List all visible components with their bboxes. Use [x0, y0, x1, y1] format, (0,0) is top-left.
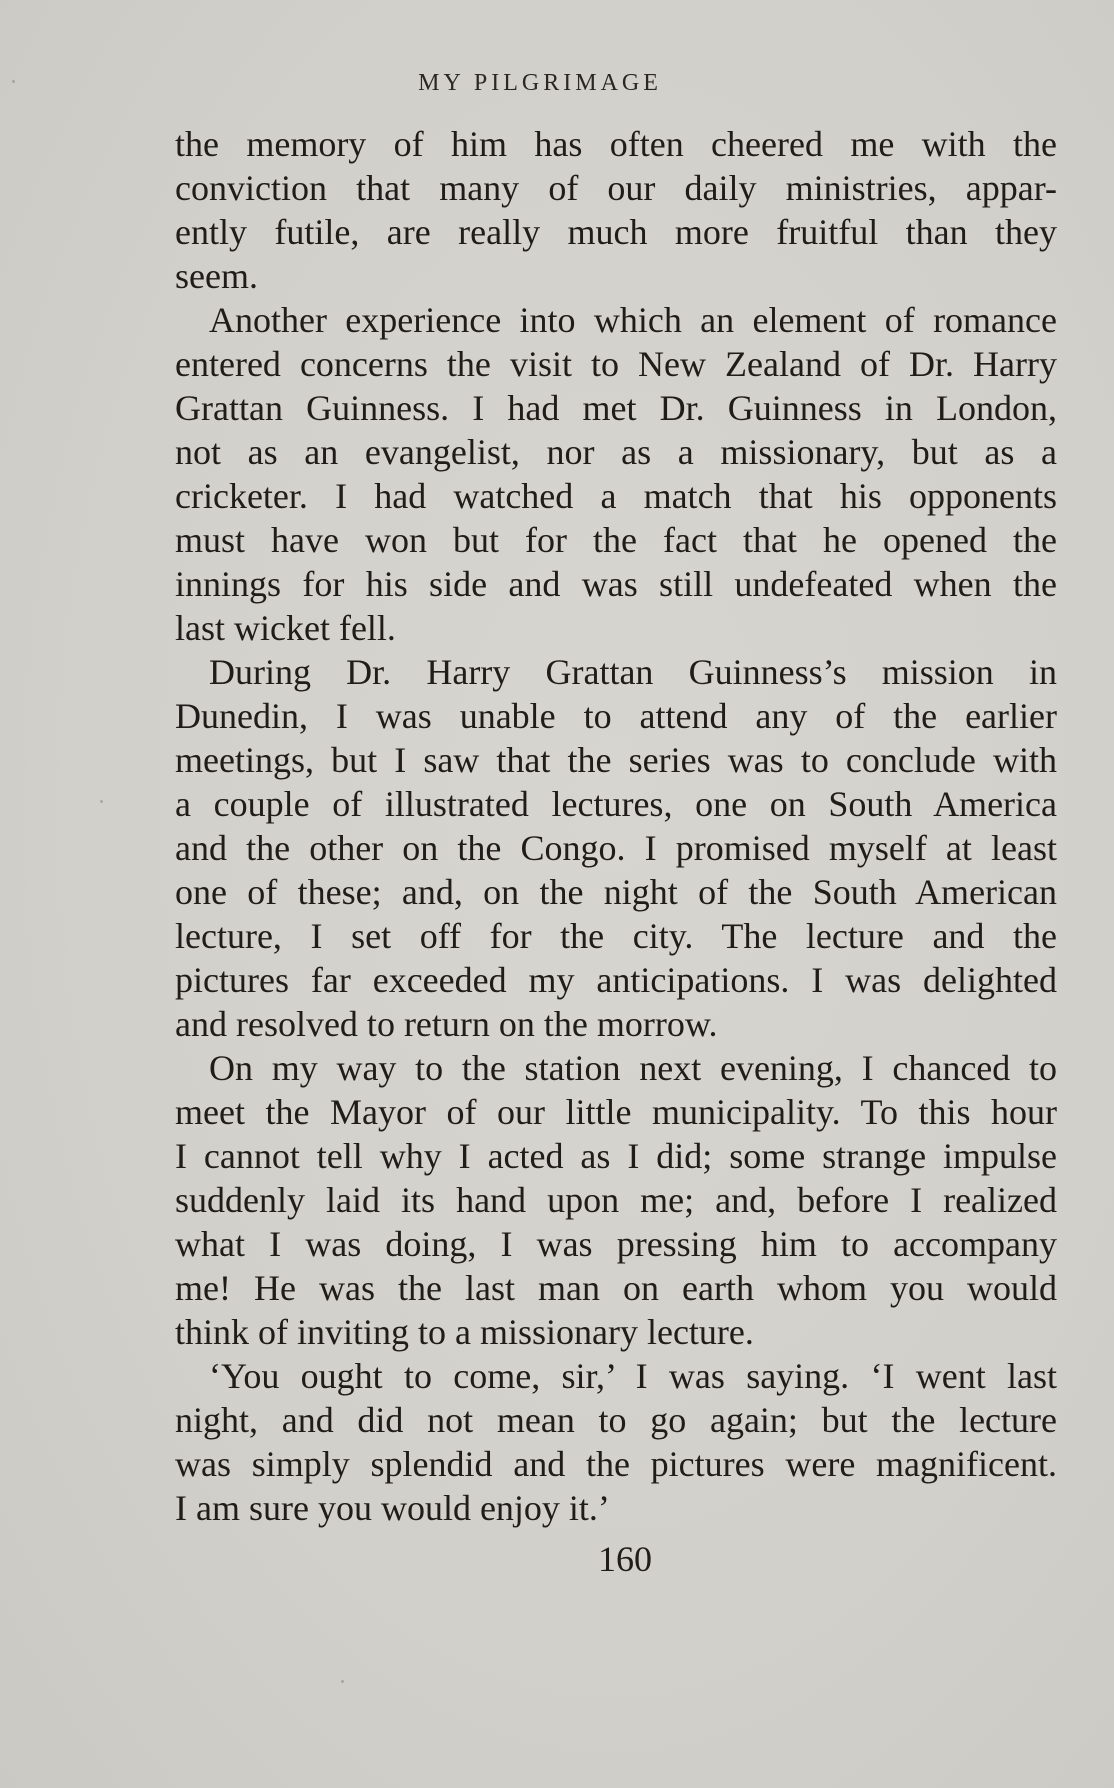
- text-line: must have won but for the fact that he opened the: [175, 520, 1057, 560]
- text-line: conviction that many of our daily ministries, appar-: [175, 168, 1057, 208]
- text-line: entered concerns the visit to New Zealand of Dr. Harry: [175, 344, 1057, 384]
- paper-speck: [12, 80, 15, 83]
- text-line: one of these; and, on the night of the South American: [175, 872, 1057, 912]
- text-line: innings for his side and was still undefeated when the: [175, 564, 1057, 604]
- text-line: pictures far exceeded my anticipations. I was delighted: [175, 960, 1057, 1000]
- text-line: seem.: [175, 256, 258, 296]
- text-line: Another experience into which an element of romance: [209, 300, 1057, 340]
- text-line: not as an evangelist, nor as a missionary, but as a: [175, 432, 1057, 472]
- text-line: I am sure you would enjoy it.’: [175, 1488, 610, 1528]
- text-line: lecture, I set off for the city. The lecture and the: [175, 916, 1057, 956]
- text-line: I cannot tell why I acted as I did; some strange impulse: [175, 1136, 1057, 1176]
- text-line: meet the Mayor of our little municipality. To this hour: [175, 1092, 1057, 1132]
- text-line: ‘You ought to come, sir,’ I was saying. ‘I went last: [209, 1356, 1057, 1396]
- text-line: the memory of him has often cheered me with the: [175, 124, 1057, 164]
- text-line: Dunedin, I was unable to attend any of the earlier: [175, 696, 1057, 736]
- text-line: ently futile, are really much more fruitful than they: [175, 212, 1057, 252]
- page-number: 160: [598, 1539, 652, 1579]
- text-line: On my way to the station next evening, I chanced to: [209, 1048, 1057, 1088]
- text-line: was simply splendid and the pictures were magnificent.: [175, 1444, 1057, 1484]
- text-line: Grattan Guinness. I had met Dr. Guinness in London,: [175, 388, 1057, 428]
- text-line: suddenly laid its hand upon me; and, before I realized: [175, 1180, 1057, 1220]
- text-line: me! He was the last man on earth whom you would: [175, 1268, 1057, 1308]
- paper-speck: [341, 1680, 344, 1683]
- paper-speck: [100, 800, 103, 803]
- text-line: cricketer. I had watched a match that his opponents: [175, 476, 1057, 516]
- text-line: what I was doing, I was pressing him to accompany: [175, 1224, 1057, 1264]
- text-line: and the other on the Congo. I promised myself at least: [175, 828, 1057, 868]
- text-line: and resolved to return on the morrow.: [175, 1004, 718, 1044]
- body-text: [175, 122, 1057, 1530]
- text-line: meetings, but I saw that the series was to conclude with: [175, 740, 1057, 780]
- text-line: think of inviting to a missionary lecture.: [175, 1312, 754, 1352]
- text-line: During Dr. Harry Grattan Guinness’s mission in: [209, 652, 1057, 692]
- running-head: MY PILGRIMAGE: [418, 70, 662, 96]
- text-line: night, and did not mean to go again; but the lecture: [175, 1400, 1057, 1440]
- text-line: last wicket fell.: [175, 608, 396, 648]
- text-line: a couple of illustrated lectures, one on South America: [175, 784, 1057, 824]
